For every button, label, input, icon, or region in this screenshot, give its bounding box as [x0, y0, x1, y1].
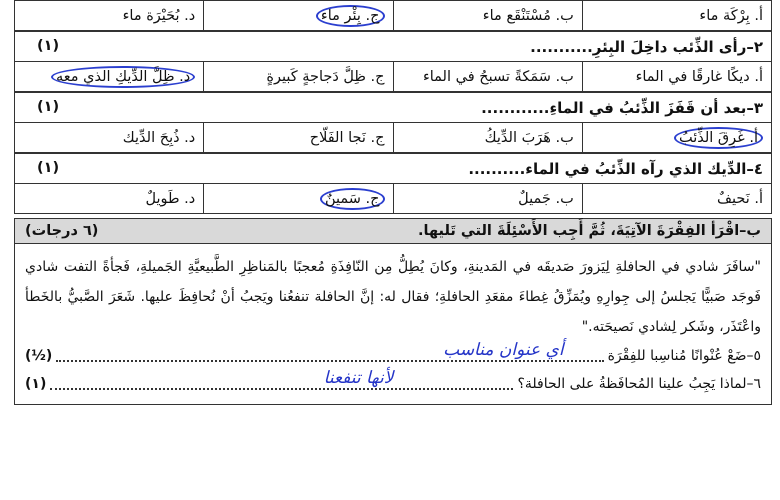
q4-option-d: د. طَويلٌ: [15, 184, 204, 214]
q4-option-a: أ. نَحيفٌ: [582, 184, 771, 214]
q3-option-c: ج. نَجا الفَلّاح: [204, 123, 393, 153]
q1-option-d: د. بُحَيْرَة ماء: [15, 1, 204, 31]
section-b-instruction: ب–اقْرَأ الفِقْرَةَ الآتِيَةَ، ثُمَّ أَجِب الأَسْئِلَةَ التي تَليها.: [418, 223, 761, 239]
answer-circle: د. ظِلَّ الدِّيكِ الذي معه: [51, 66, 195, 88]
q6-mark: (١): [25, 376, 47, 392]
q2-option-b: ب. سَمَكةً تسبحُ في الماء: [393, 62, 582, 92]
q6-answer-area[interactable]: [50, 368, 513, 390]
section-b-header: [14, 218, 772, 244]
reading-passage: "سافَرَ شادي في الحافلةِ لِيَزورَ صَديقَه في المَدينةِ، وكانَ يُطِلُّ مِن النّافِذَةِ مُعجبًا بالمَناظِرِ الطَّبيعيَّةِ الجَميلةِ، فَجأةً التفت شادي فَوجَد صَبيًّا يَجلسُ إلى جِوارِهِ ويُمَزِّقُ غِطاءَ مقعَدِ الحافلةِ؛ فقال له: إنَّ الحافلة تنفعُنا ويَجبُ أنْ نُحافِظَ عليها. شَعَرَ الصَّبيُّ بالخَطأ واعْتَذَر، وشَكر لِشادي نَصيحَته.": [25, 259, 761, 335]
question-4: [14, 153, 772, 214]
q2-option-c: ج. ظِلَّ دَجاجةٍ كَبيرةٍ: [204, 62, 393, 92]
q4-stem: ٤–الدِّيك الذي رآه الذِّئبُ في الماء..........: [468, 159, 763, 178]
question-2: [14, 31, 772, 92]
exam-sheet: [14, 0, 772, 500]
q3-option-b: ب. هَرَبَ الدِّيكُ: [393, 123, 582, 153]
q4-mark: (١): [37, 159, 60, 176]
q3-mark: (١): [37, 98, 60, 115]
question-1-options: [14, 0, 772, 31]
q5-answer-area[interactable]: [56, 340, 603, 362]
answer-circle: ج. بِئْر ماء: [316, 5, 385, 27]
q2-stem: ٢–رأى الذِّئب داخِلَ البِئرِ...........: [530, 37, 763, 56]
answer-circle: أ. غَرِقَ الذِّئبُ: [674, 127, 763, 149]
q1-option-b: ب. مُسْتَنْقَع ماء: [393, 1, 582, 31]
q1-option-c: [204, 1, 393, 31]
section-b-marks: (٦ درجات): [25, 223, 99, 239]
q2-option-d: [15, 62, 204, 92]
q3-option-d: د. ذُبِحَ الدِّيك: [15, 123, 204, 153]
q6-stem: ٦–لماذا يَجِبُ علينا المُحافَظةُ على الحافلة؟: [517, 376, 761, 392]
q6-handwritten-answer: لأنها تنفعنا: [323, 368, 394, 388]
q5-mark: (½): [25, 348, 53, 364]
q4-option-b: ب. جَميلٌ: [393, 184, 582, 214]
q4-option-c: [204, 184, 393, 214]
q5-handwritten-answer: أي عنوان مناسب: [443, 340, 564, 360]
q3-stem: ٣–بعد أن قَفَزَ الذِّئبُ في الماءِ............: [481, 98, 763, 117]
q2-mark: (١): [37, 37, 60, 54]
answer-circle: ج. سَمينٌ: [320, 188, 385, 210]
question-3: [14, 92, 772, 153]
q1-option-a: أ. بِرْكَة ماء: [582, 1, 771, 31]
q6-line: [25, 370, 761, 398]
reading-passage-box: [14, 244, 772, 405]
q3-option-a: [582, 123, 771, 153]
q2-option-a: أ. ديكًا غارقًا في الماء: [582, 62, 771, 92]
q5-stem: ٥–ضَعْ عُنْوانًا مُناسِبا للفِقْرَة: [607, 348, 761, 364]
